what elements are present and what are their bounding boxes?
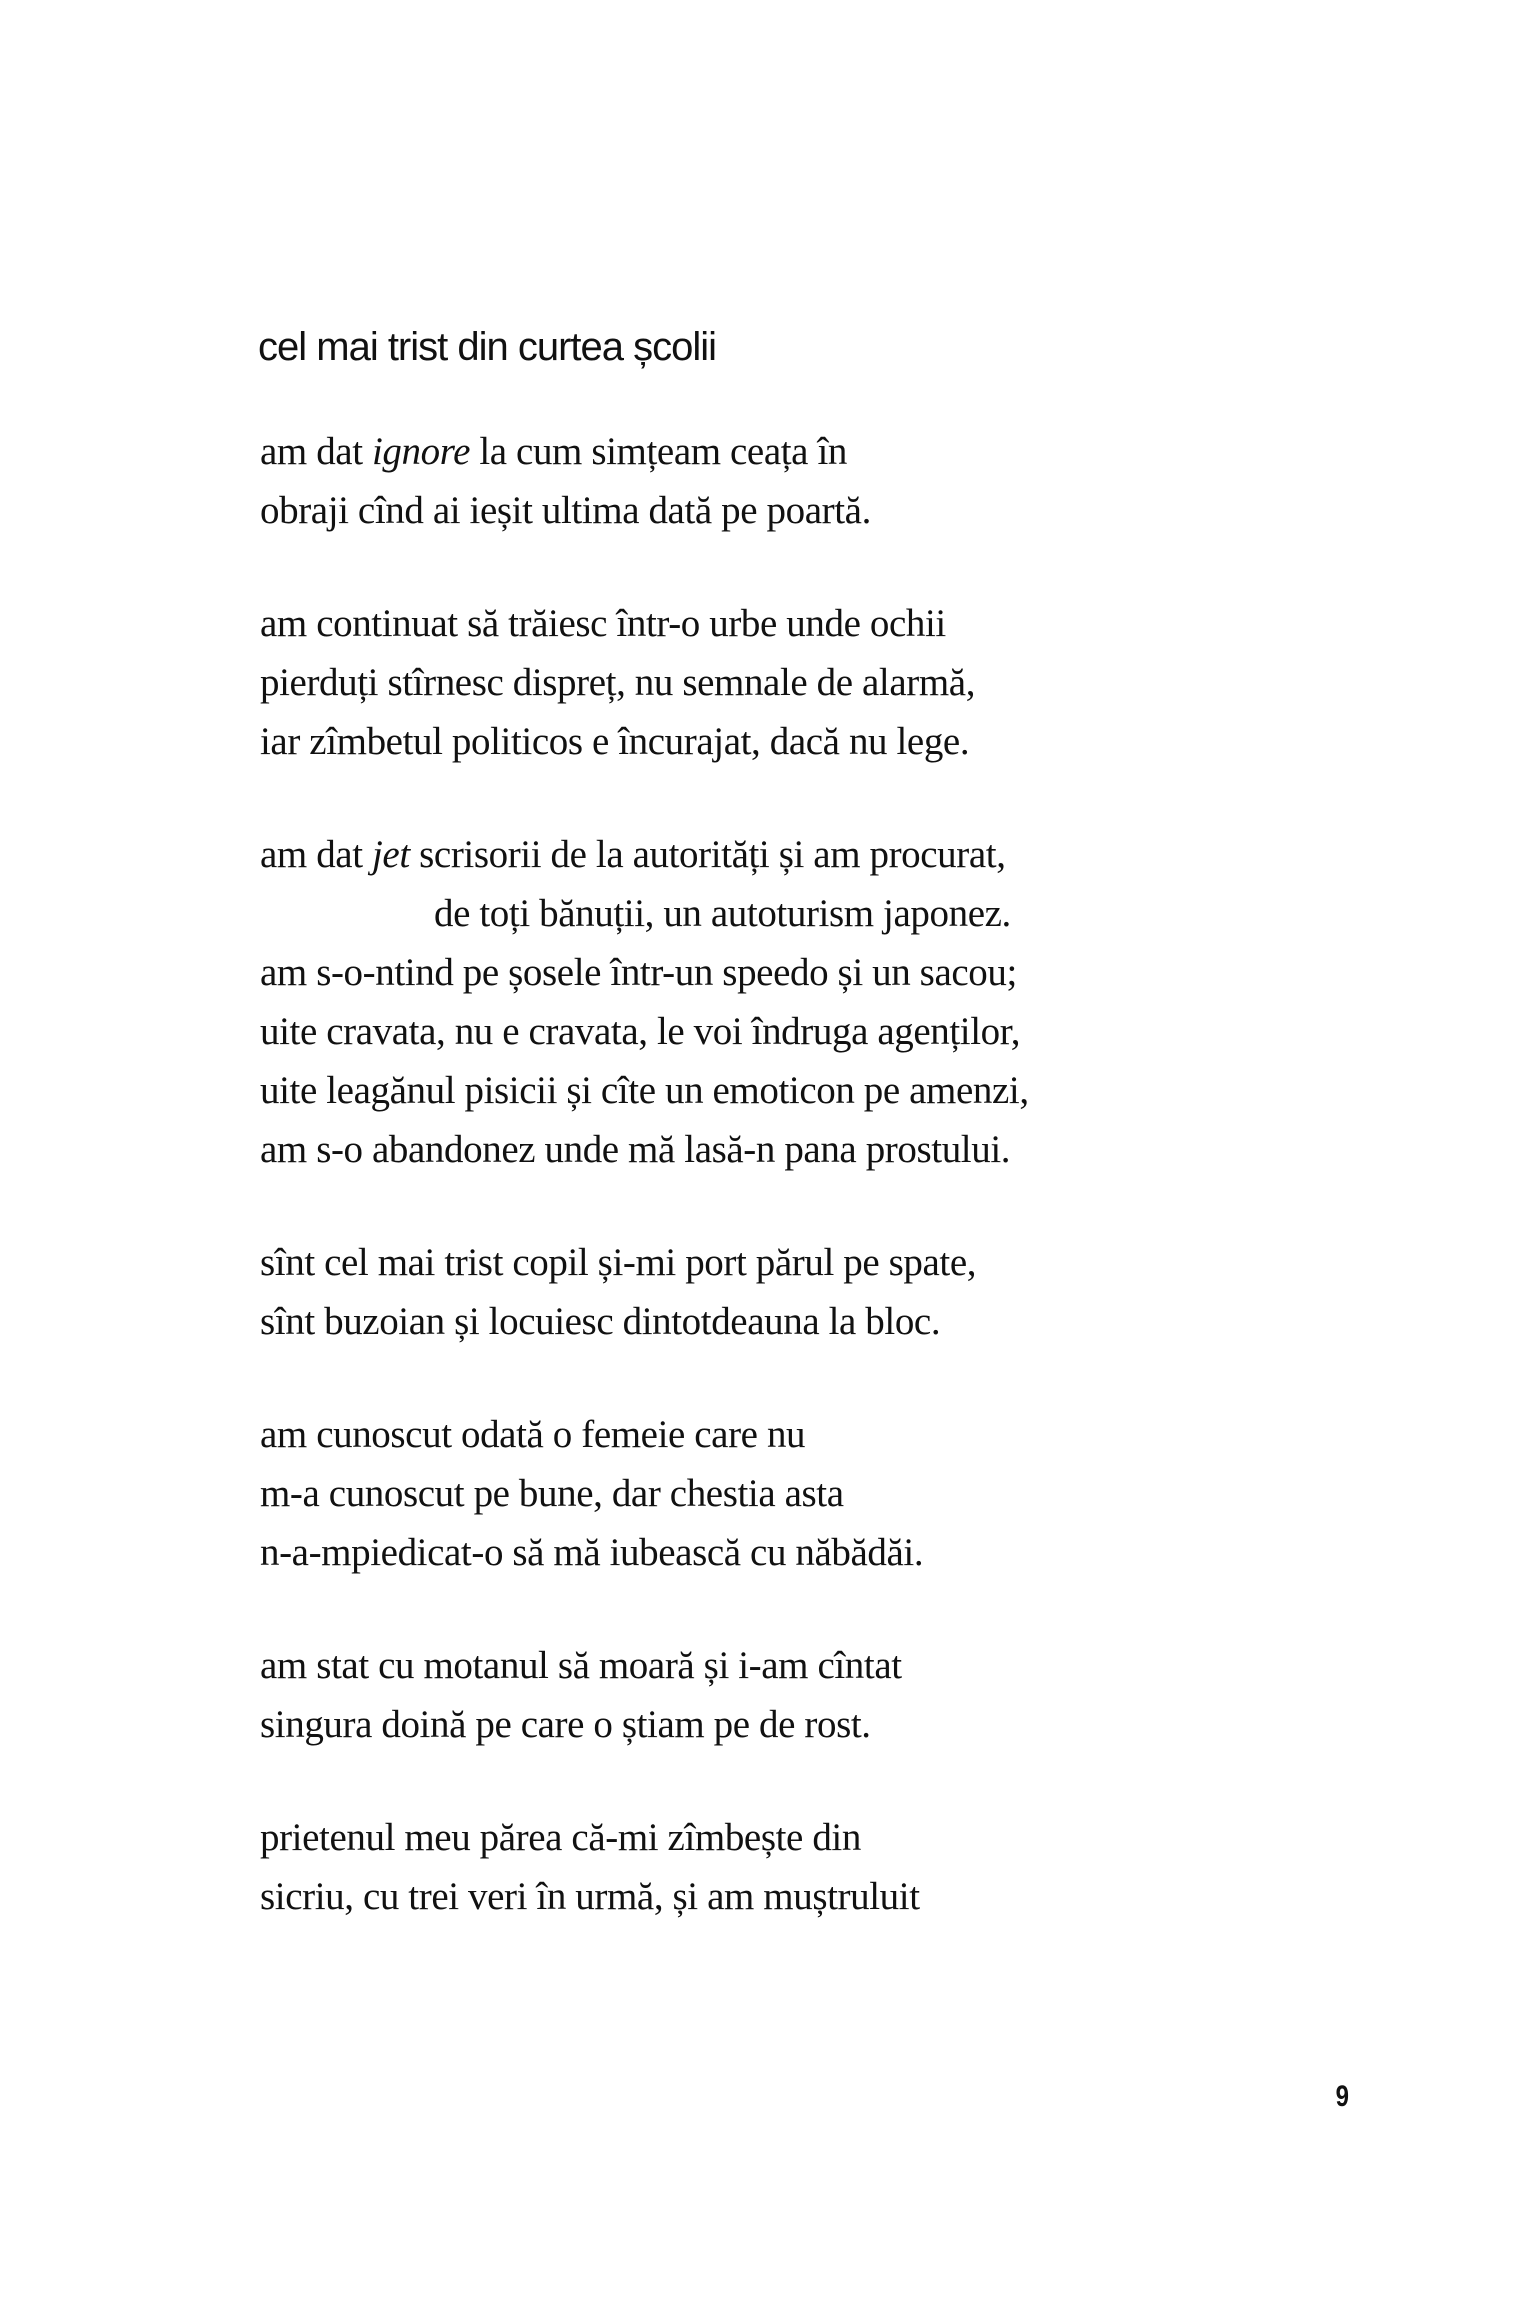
poem-body — [260, 422, 1029, 1980]
poem-line: am stat cu motanul să moară și i-am cîntat — [260, 1644, 902, 1687]
poem-line: n-a-mpiedicat-o să mă iubească cu năbădăi. — [260, 1531, 924, 1574]
stanza — [260, 422, 1029, 540]
poem-line: sînt buzoian și locuiesc dintotdeauna la bloc. — [260, 1300, 941, 1343]
stanza — [260, 1405, 1029, 1582]
page-number: 9 — [1335, 2080, 1350, 2113]
poem-line — [260, 825, 1029, 884]
poem-line: am s-o-ntind pe șosele într-un speedo și un sacou; — [260, 951, 1017, 994]
poem-line: uite leagănul pisicii și cîte un emoticon pe amenzi, — [260, 1069, 1029, 1112]
stanza — [260, 1636, 1029, 1754]
poem-line: pierduți stîrnesc dispreț, nu semnale de alarmă, — [260, 661, 976, 704]
stanza — [260, 1808, 1029, 1926]
poem-line: am continuat să trăiesc într-o urbe unde ochii — [260, 602, 946, 645]
line-text: am dat — [260, 833, 372, 876]
poem-line: am cunoscut odată o femeie care nu — [260, 1413, 806, 1456]
poem-line: obraji cînd ai ieșit ultima dată pe poartă. — [260, 489, 871, 532]
poem-line: sînt cel mai trist copil și-mi port părul pe spate, — [260, 1241, 977, 1284]
poem-title: cel mai trist din curtea școlii — [258, 325, 717, 369]
line-text: am dat — [260, 430, 372, 473]
poem-line-indented: de toți bănuții, un autoturism japonez. — [434, 892, 1011, 935]
poem-line: iar zîmbetul politicos e încurajat, dacă nu lege. — [260, 720, 970, 763]
line-text: la cum simțeam ceața în — [469, 430, 847, 473]
stanza — [260, 1233, 1029, 1351]
italic-word: jet — [372, 833, 410, 876]
italic-word: ignore — [372, 430, 470, 473]
poem-line: am s-o abandonez unde mă lasă-n pana prostului. — [260, 1128, 1011, 1171]
poem-line — [260, 422, 1029, 481]
poem-line: prietenul meu părea că-mi zîmbește din — [260, 1816, 861, 1859]
poem-line: sicriu, cu trei veri în urmă, și am muștruluit — [260, 1875, 920, 1918]
stanza — [260, 825, 1029, 1179]
stanza — [260, 594, 1029, 771]
poem-line: m-a cunoscut pe bune, dar chestia asta — [260, 1472, 844, 1515]
poem-line: uite cravata, nu e cravata, le voi îndruga agenților, — [260, 1010, 1021, 1053]
line-text: scrisorii de la autorități și am procurat, — [409, 833, 1006, 876]
poem-line: singura doină pe care o știam pe de rost. — [260, 1703, 871, 1746]
